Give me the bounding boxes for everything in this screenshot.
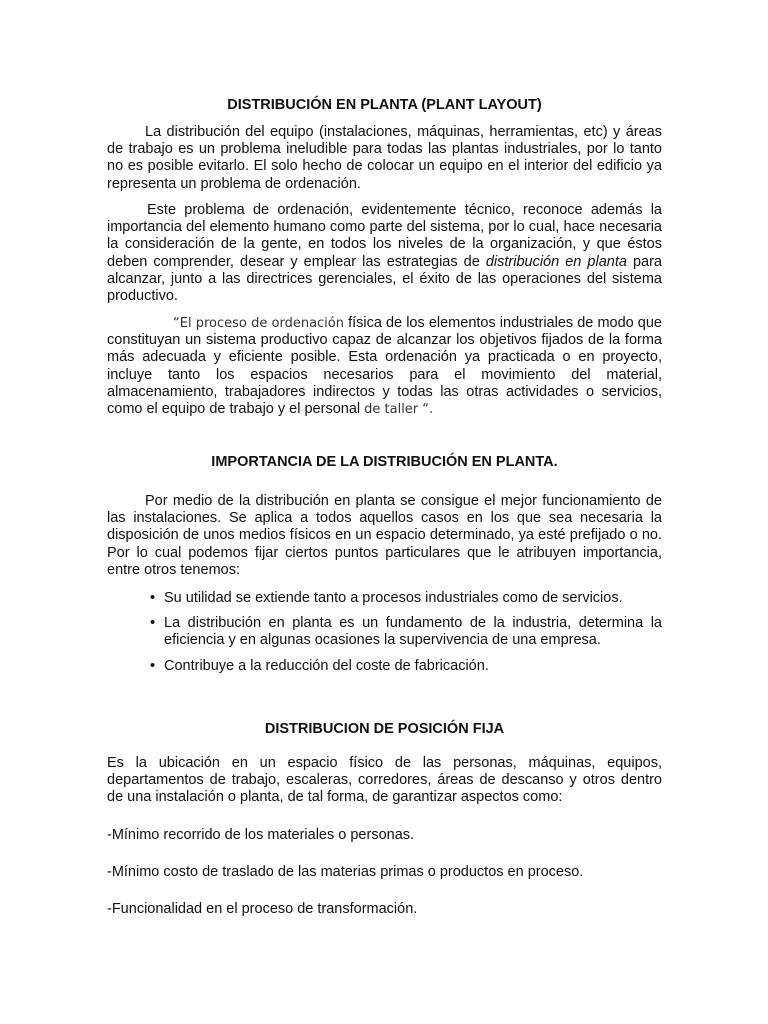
bullet-text: La distribución en planta es un fundamento de la industria, determina la eficiencia y en algunas ocasiones la supervivencia de una empresa.	[164, 615, 662, 649]
section3-paragraph-1: Es la ubicación en un espacio físico de las personas, máquinas, equipos, departamentos de trabajo, escaleras, corredores, áreas de descanso y otros dentro de una instalación o planta, de tal forma, de garantizar aspectos como:	[107, 755, 662, 806]
quote-closing: de taller “.	[364, 402, 434, 418]
section1-title: DISTRIBUCIÓN EN PLANTA (PLANT LAYOUT)	[227, 97, 542, 113]
section3-item-3: -Funcionalidad en el proceso de transformación.	[107, 901, 418, 917]
bullet-icon: •	[150, 615, 156, 632]
quote-opening: “El proceso de ordenación	[173, 316, 344, 331]
section1-paragraph-1: La distribución del equipo (instalaciones, máquinas, herramientas, etc) y áreas de trabajo es un problema ineludible para todas las plantas industriales, por lo tanto no es posible evitarlo. El solo hecho de colocar un equipo en el interior del edificio ya representa un problema de ordenación.	[107, 124, 662, 192]
bullet-text: Su utilidad se extiende tanto a procesos industriales como de servicios.	[164, 590, 623, 606]
section1-paragraph-2-text-b: para alcanzar, junto a las directrices gerenciales, el éxito de las operaciones del sistema productivo.	[107, 253, 662, 305]
section3-title: DISTRIBUCION DE POSICIÓN FIJA	[264, 721, 505, 737]
bullet-icon: •	[150, 657, 156, 674]
section1-paragraph-2	[107, 202, 662, 305]
section3-item-1: -Mínimo recorrido de los materiales o personas.	[107, 827, 415, 843]
quote-body: física de los elementos industriales de modo que constituyan un sistema productivo capaz de alcanzar los objetivos fijados de la forma más adecuada y eficiente posible. Esta ordenación ya practicada o en proyecto, incluye tanto los espacios necesarios para el movimiento del material, almacenamiento, trabajadores indirectos y todas las otras actividades o servicios, como el equipo de trabajo y el personal	[107, 315, 662, 418]
section3-item-2: -Mínimo costo de traslado de las materias primas o productos en proceso.	[107, 864, 584, 880]
bullet-item	[150, 615, 662, 649]
bullet-item	[150, 658, 662, 675]
section1-paragraph-2-text-a: Este problema de ordenación, evidentemente técnico, reconoce además la importancia del elemento humano como parte del sistema, por lo cual, hace necesaria la consideración de la gente, en todos los niveles de la organización, y que éstos deben comprender, desear y emplear las estrategias de	[107, 202, 662, 270]
bullet-icon: •	[150, 590, 156, 606]
section1-paragraph-2-emphasis: distribución en planta	[485, 253, 627, 270]
section2-title: IMPORTANCIA DE LA DISTRIBUCIÓN EN PLANTA.	[211, 454, 558, 470]
bullet-item	[150, 590, 662, 607]
section2-paragraph-1: Por medio de la distribución en planta se consigue el mejor funcionamiento de las instalaciones. Se aplica a todos aquellos casos en los que sea necesaria la disposición de unos medios físicos en un espacio determinado, ya esté prefijado o no. Por lo cual podemos fijar ciertos puntos particulares que le atribuyen importancia, entre otros tenemos:	[107, 493, 662, 578]
bullet-text: Contribuye a la reducción del coste de fabricación.	[164, 657, 489, 674]
importance-bullet-list	[150, 590, 662, 675]
section1-quote-paragraph	[107, 315, 662, 418]
